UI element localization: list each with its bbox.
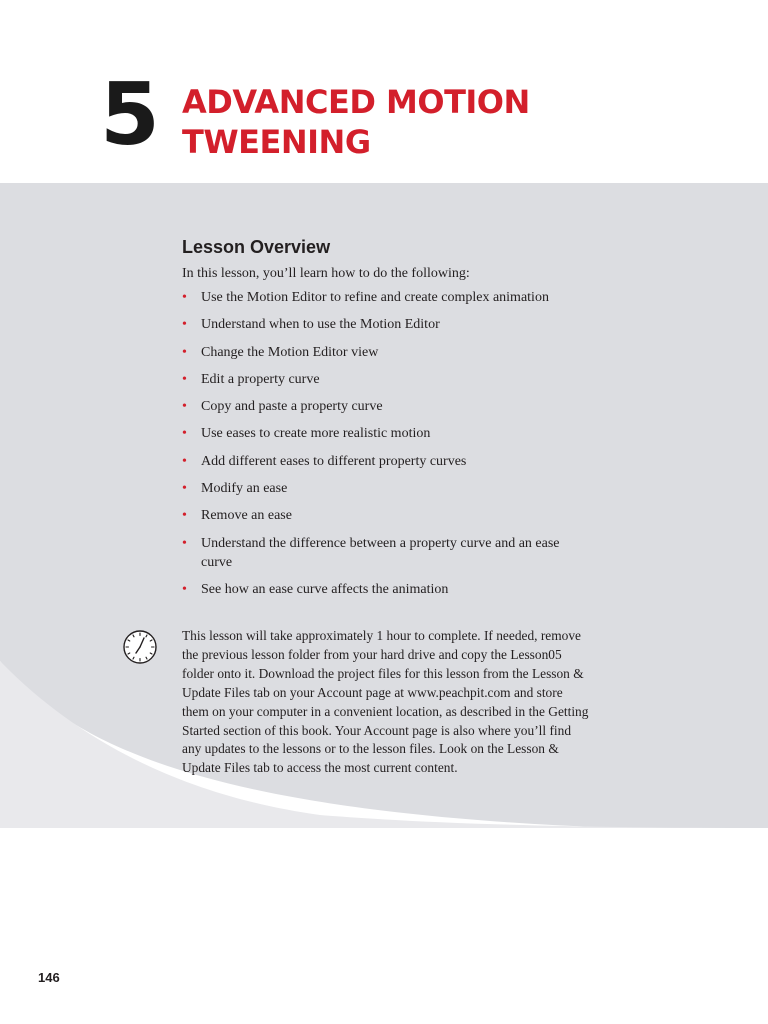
bullet-icon: • — [182, 317, 187, 333]
bullet-icon: • — [182, 344, 187, 360]
list-item-text: Understand the difference between a property curve and an ease curve — [201, 535, 560, 571]
chapter-title-line-2: TWEENING — [182, 123, 371, 161]
list-item-text: Understand when to use the Motion Editor — [201, 317, 440, 333]
list-item — [182, 424, 592, 444]
objectives-list — [182, 288, 592, 600]
time-estimate-note: This lesson will take approximately 1 hour to complete. If needed, remove the previous lesson folder from your hard drive and copy the Lesson05 folder onto it. Download the project files for this lesson from the Lesson & Update Files tab on your Account page at www.peachpit.com and store them on your computer in a convenient location, as described in the Getting Started section of this book. Your Account page is also where you’ll find any updates to the lessons or to the lesson files. Look on the Lesson & Update Files tab to access the most current content. — [182, 628, 589, 776]
chapter-title-line-1: ADVANCED MOTION — [182, 83, 530, 121]
bullet-icon: • — [182, 371, 187, 387]
list-item-text: Copy and paste a property curve — [201, 399, 383, 415]
list-item — [182, 288, 592, 308]
list-item-text: Add different eases to different property curves — [201, 453, 467, 469]
bullet-icon: • — [182, 426, 187, 442]
list-item — [182, 315, 592, 335]
bullet-icon: • — [182, 399, 187, 415]
list-item — [182, 397, 592, 417]
overview-intro: In this lesson, you’ll learn how to do the following: — [182, 266, 470, 281]
list-item-text: Edit a property curve — [201, 371, 320, 387]
bullet-icon: • — [182, 290, 187, 305]
list-item-text: See how an ease curve affects the animation — [201, 582, 449, 598]
chapter-title — [182, 82, 530, 162]
list-item — [182, 479, 592, 499]
bullet-icon: • — [182, 453, 187, 469]
overview-heading: Lesson Overview — [182, 237, 331, 257]
list-item — [182, 506, 592, 526]
list-item-text: Modify an ease — [201, 481, 288, 497]
list-item-text: Change the Motion Editor view — [201, 344, 379, 360]
list-item-text: Remove an ease — [201, 508, 292, 524]
bullet-icon: • — [182, 481, 187, 497]
lesson-overview — [182, 234, 592, 608]
bullet-icon: • — [182, 508, 187, 524]
page-number: 146 — [38, 970, 60, 985]
list-item — [182, 452, 592, 472]
list-item — [182, 343, 592, 363]
chapter-number: 5 — [100, 65, 156, 165]
clock-icon — [122, 628, 158, 666]
list-item — [182, 580, 592, 600]
list-item-text: Use eases to create more realistic motion — [201, 426, 431, 442]
bullet-icon: • — [182, 582, 187, 598]
list-item — [182, 534, 592, 573]
list-item — [182, 370, 592, 390]
list-item-text: Use the Motion Editor to refine and create complex animation — [201, 290, 549, 305]
bullet-icon: • — [182, 535, 187, 551]
